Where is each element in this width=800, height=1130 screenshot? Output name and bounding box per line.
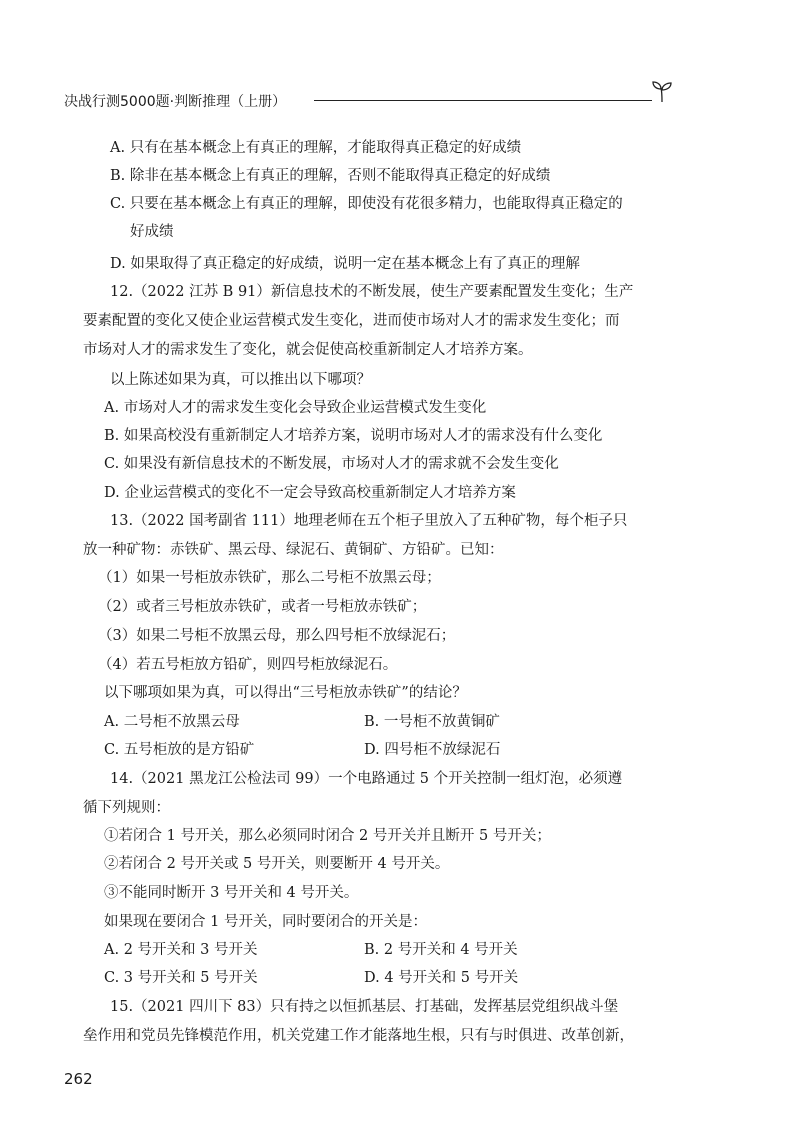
q14-option-d: D. 4 号开关和 5 号开关 — [364, 970, 519, 986]
q14-option-c: C. 3 号开关和 5 号开关 — [104, 970, 258, 986]
q12-question: 以上陈述如果为真，可以推出以下哪项？ — [110, 372, 371, 388]
q13-condition-2: （2）或者三号柜放赤铁矿，或者一号柜放赤铁矿； — [98, 599, 427, 615]
q14-option-b: B. 2 号开关和 4 号开关 — [364, 942, 518, 958]
running-header — [64, 88, 674, 116]
q12-option-d: D. 企业运营模式的变化不一定会导致高校重新制定人才培养方案 — [104, 485, 516, 501]
q14-rule-1: ①若闭合 1 号开关，那么必须同时闭合 2 号开关并且断开 5 号开关； — [104, 828, 551, 844]
q14-stem-line-1: 14.（2021 黑龙江公检法司 99）一个电路通过 5 个开关控制一组灯泡，必须遵 — [110, 771, 623, 787]
q13-condition-4: （4）若五号柜放方铅矿，则四号柜放绿泥石。 — [98, 657, 398, 673]
q11-option-a: A. 只有在基本概念上有真正的理解，才能取得真正稳定的好成绩 — [110, 140, 522, 156]
q13-question: 以下哪项如果为真，可以得出“三号柜放赤铁矿”的结论？ — [104, 685, 467, 701]
q12-stem-line-3: 市场对人才的需求发生了变化，就会促使高校重新制定人才培养方案。 — [83, 342, 533, 358]
q13-stem-line-2: 放一种矿物：赤铁矿、黑云母、绿泥石、黄铜矿、方铅矿。已知： — [83, 542, 504, 558]
q13-condition-3: （3）如果二号柜不放黑云母，那么四号柜不放绿泥石； — [98, 628, 456, 644]
q14-rule-3: ③不能同时断开 3 号开关和 4 号开关。 — [104, 885, 359, 901]
q12-option-a: A. 市场对人才的需求发生变化会导致企业运营模式发生变化 — [104, 400, 487, 416]
q11-option-b: B. 除非在基本概念上有真正的理解，否则不能取得真正稳定的好成绩 — [110, 168, 551, 184]
q12-option-b: B. 如果高校没有重新制定人才培养方案，说明市场对人才的需求没有什么变化 — [104, 428, 603, 444]
q12-stem-line-1: 12.（2022 江苏 B 91）新信息技术的不断发展，使生产要素配置发生变化；生产 — [110, 284, 634, 300]
q11-option-c-continued: 好成绩 — [130, 224, 174, 240]
sprout-icon — [650, 80, 674, 104]
q12-option-c: C. 如果没有新信息技术的不断发展，市场对人才的需求就不会发生变化 — [104, 456, 559, 472]
header-rule — [314, 100, 652, 101]
q11-option-d: D. 如果取得了真正稳定的好成绩，说明一定在基本概念上有了真正的理解 — [110, 256, 580, 272]
q14-option-a: A. 2 号开关和 3 号开关 — [104, 942, 258, 958]
q11-option-c: C. 只要在基本概念上有真正的理解，即使没有花很多精力，也能取得真正稳定的 — [110, 196, 623, 212]
q13-option-b: B. 一号柜不放黄铜矿 — [364, 714, 500, 730]
q13-condition-1: （1）如果一号柜放赤铁矿，那么二号柜不放黑云母； — [98, 570, 441, 586]
q14-stem-line-2: 循下列规则： — [83, 800, 170, 816]
q14-rule-2: ②若闭合 2 号开关或 5 号开关，则要断开 4 号开关。 — [104, 856, 450, 872]
page-number: 262 — [64, 1070, 93, 1088]
q13-stem-line-1: 13.（2022 国考副省 111）地理老师在五个柜子里放入了五种矿物，每个柜子只 — [110, 513, 628, 529]
q13-option-a: A. 二号柜不放黑云母 — [104, 714, 240, 730]
q12-stem-line-2: 要素配置的变化又使企业运营模式发生变化，进而使市场对人才的需求发生变化；而 — [83, 313, 620, 329]
q15-stem-line-2: 垒作用和党员先锋模范作用，机关党建工作才能落地生根，只有与时俱进、改革创新， — [83, 1028, 634, 1044]
q13-option-d: D. 四号柜不放绿泥石 — [364, 742, 501, 758]
book-title: 决战行测5000题·判断推理（上册） — [64, 94, 287, 110]
q15-stem-line-1: 15.（2021 四川下 83）只有持之以恒抓基层、打基础，发挥基层党组织战斗堡 — [110, 999, 619, 1015]
q14-question: 如果现在要闭合 1 号开关，同时要闭合的开关是： — [104, 914, 427, 930]
q13-option-c: C. 五号柜放的是方铅矿 — [104, 742, 255, 758]
